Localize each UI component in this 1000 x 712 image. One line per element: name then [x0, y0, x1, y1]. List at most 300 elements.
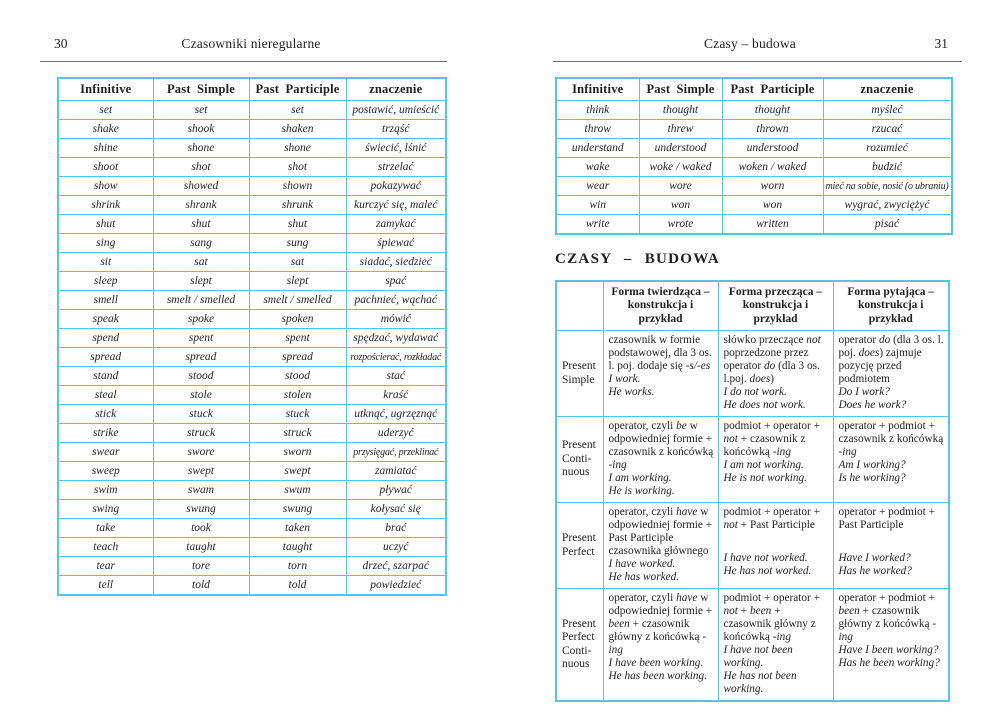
column-header: Past Simple — [639, 78, 722, 101]
infinitive-cell: tell — [58, 576, 153, 595]
examples — [839, 459, 945, 485]
text-segment: have — [676, 506, 698, 518]
infinitive-cell: wake — [556, 158, 639, 177]
column-header: Forma pytająca – konstrukcja i przykład — [833, 281, 949, 331]
meaning-cell: budzić — [823, 158, 952, 177]
past-simple-cell: swam — [153, 481, 249, 500]
past-participle-cell: stood — [249, 367, 346, 386]
infinitive-cell: spend — [58, 329, 153, 348]
text-segment: have — [676, 592, 698, 604]
construction-text — [609, 506, 714, 558]
tense-label: Present Simple — [556, 331, 603, 417]
example-sentence: I have not worked. — [723, 552, 808, 564]
text-segment: operator, czyli — [608, 506, 677, 518]
infinitive-cell: tear — [58, 557, 153, 576]
negative-cell — [718, 589, 833, 702]
past-simple-cell: taught — [153, 538, 249, 557]
past-participle-cell: shut — [249, 215, 346, 234]
infinitive-cell: win — [556, 196, 639, 215]
infinitive-cell: swim — [58, 481, 153, 500]
example-sentence: I have worked. — [608, 558, 676, 570]
past-participle-cell: stuck — [249, 405, 346, 424]
infinitive-cell: speak — [58, 310, 153, 329]
irregular-verbs-table-right — [555, 77, 953, 235]
past-participle-cell: shrunk — [249, 196, 346, 215]
column-header: Infinitive — [58, 78, 153, 101]
infinitive-cell: teach — [58, 538, 153, 557]
column-header: Past Participle — [249, 78, 346, 101]
example-sentence: Has he been working? — [838, 657, 940, 669]
meaning-cell: pływać — [346, 481, 446, 500]
construction-text — [609, 420, 714, 472]
verb-row — [58, 253, 446, 272]
past-participle-cell: sworn — [249, 443, 346, 462]
section-heading: CZASY – BUDOWA — [555, 250, 720, 267]
verb-table-header-row — [58, 78, 446, 101]
text-segment: + czasownik z końcówką — [723, 433, 806, 458]
text-segment: -s/-es — [685, 360, 711, 372]
past-simple-cell: spent — [153, 329, 249, 348]
example-sentence: Do I work? — [838, 386, 890, 398]
column-header: Forma przecząca – konstrukcja i przykład — [718, 281, 833, 331]
column-header: Past Simple — [153, 78, 249, 101]
example-sentence: I have been working. — [608, 657, 704, 669]
text-segment: operator, czyli — [608, 420, 677, 432]
example-sentence: He has worked. — [608, 571, 680, 583]
construction-text — [839, 592, 945, 644]
text-segment: been — [749, 605, 772, 617]
past-participle-cell: understood — [722, 139, 823, 158]
verb-row — [58, 443, 446, 462]
past-participle-cell: woken / waked — [722, 158, 823, 177]
page-number-right: 31 — [934, 36, 948, 51]
text-segment: been — [608, 618, 630, 630]
past-participle-cell: struck — [249, 424, 346, 443]
past-simple-cell: struck — [153, 424, 249, 443]
meaning-cell: stać — [346, 367, 446, 386]
negative-cell — [718, 417, 833, 503]
meaning-cell: spać — [346, 272, 446, 291]
example-sentence: Has he worked? — [838, 565, 912, 577]
verb-row — [556, 139, 952, 158]
example-sentence: Am I working? — [838, 459, 906, 471]
meaning-cell: postawić, umieścić — [346, 101, 446, 120]
interrogative-cell — [833, 503, 949, 589]
past-participle-cell: taught — [249, 538, 346, 557]
text-segment: -ing — [838, 618, 937, 643]
past-simple-cell: stuck — [153, 405, 249, 424]
infinitive-cell: write — [556, 215, 639, 234]
past-participle-cell: swung — [249, 500, 346, 519]
head-rule-right — [553, 61, 962, 62]
examples — [609, 472, 714, 498]
example-sentence: Is he working? — [838, 472, 906, 484]
verb-row — [58, 481, 446, 500]
past-participle-cell: shaken — [249, 120, 346, 139]
verb-row — [556, 215, 952, 234]
cell-content — [724, 506, 829, 578]
infinitive-cell: steal — [58, 386, 153, 405]
meaning-cell: pachnieć, wąchać — [346, 291, 446, 310]
tense-row — [556, 331, 949, 417]
infinitive-cell: sit — [58, 253, 153, 272]
infinitive-cell: stick — [58, 405, 153, 424]
text-segment: been — [838, 605, 860, 617]
text-segment: poprzedzone przez operator — [723, 347, 809, 372]
construction-text — [724, 506, 829, 532]
verb-row — [556, 158, 952, 177]
past-participle-cell: written — [722, 215, 823, 234]
examples — [609, 373, 714, 399]
verb-row — [556, 177, 952, 196]
examples — [839, 552, 945, 578]
corner-cell — [556, 281, 603, 331]
past-simple-cell: shot — [153, 158, 249, 177]
text-segment: + czasownik główny z końcówką — [838, 605, 933, 630]
meaning-cell: rzucać — [823, 120, 952, 139]
verb-row — [58, 557, 446, 576]
meaning-cell: mówić — [346, 310, 446, 329]
tense-row — [556, 417, 949, 503]
examples — [609, 657, 714, 683]
example-sentence: I am working. — [608, 472, 672, 484]
past-simple-cell: shone — [153, 139, 249, 158]
text-segment: w odpowiedniej formie + — [608, 592, 713, 617]
infinitive-cell: take — [58, 519, 153, 538]
past-participle-cell: swum — [249, 481, 346, 500]
past-simple-cell: shook — [153, 120, 249, 139]
affirmative-cell — [603, 589, 718, 702]
past-participle-cell: shot — [249, 158, 346, 177]
past-simple-cell: slept — [153, 272, 249, 291]
meaning-cell: kraść — [346, 386, 446, 405]
interrogative-cell — [833, 331, 949, 417]
meaning-cell: kurczyć się, maleć — [346, 196, 446, 215]
past-participle-cell: spoken — [249, 310, 346, 329]
tense-row — [556, 503, 949, 589]
examples — [724, 644, 829, 696]
past-simple-cell: told — [153, 576, 249, 595]
meaning-cell: zamiatać — [346, 462, 446, 481]
text-segment: not — [723, 605, 738, 617]
infinitive-cell: shake — [58, 120, 153, 139]
verb-table-header-row — [556, 78, 952, 101]
past-simple-cell: understood — [639, 139, 722, 158]
text-segment: -ing — [608, 459, 627, 471]
meaning-cell: śpiewać — [346, 234, 446, 253]
past-participle-cell: set — [249, 101, 346, 120]
text-segment: ) — [770, 373, 775, 385]
meaning-cell: pokazywać — [346, 177, 446, 196]
verb-row — [58, 291, 446, 310]
construction-text — [724, 420, 829, 459]
text-segment: + Past Participle — [737, 519, 815, 531]
construction-text — [839, 420, 945, 459]
infinitive-cell: sleep — [58, 272, 153, 291]
verb-row — [58, 576, 446, 595]
running-title-left: Czasowniki nieregularne — [181, 36, 321, 51]
past-simple-cell: smelt / smelled — [153, 291, 249, 310]
tense-structure-table — [555, 280, 950, 703]
past-participle-cell: won — [722, 196, 823, 215]
past-participle-cell: worn — [722, 177, 823, 196]
past-simple-cell: swore — [153, 443, 249, 462]
page-number-left: 30 — [54, 36, 68, 51]
cell-content — [724, 592, 829, 696]
text-segment: operator + podmiot + czasownik z końcówką — [838, 420, 944, 445]
infinitive-cell: shine — [58, 139, 153, 158]
text-segment: operator — [838, 334, 879, 346]
examples — [724, 459, 829, 485]
verb-row — [58, 500, 446, 519]
examples — [839, 644, 945, 670]
past-simple-cell: sang — [153, 234, 249, 253]
example-sentence: He has not worked. — [723, 565, 812, 577]
past-participle-cell: thought — [722, 101, 823, 120]
affirmative-cell — [603, 417, 718, 503]
example-sentence: He does not work. — [723, 399, 806, 411]
verb-row — [58, 462, 446, 481]
meaning-cell: spędzać, wydawać — [346, 329, 446, 348]
tense-label: Present Continuous — [556, 417, 603, 503]
text-segment: do — [763, 360, 776, 372]
infinitive-cell: sing — [58, 234, 153, 253]
tense-row — [556, 589, 949, 702]
tense-label: Present Perfect Continuous — [556, 589, 603, 702]
past-simple-cell: wrote — [639, 215, 722, 234]
text-segment: (dla 3 os. l. poj. — [838, 334, 944, 359]
meaning-cell: utknąć, ugrzęznąć — [346, 405, 446, 424]
example-sentence: Does he work? — [838, 399, 907, 411]
past-simple-cell: sat — [153, 253, 249, 272]
verb-row — [58, 367, 446, 386]
past-simple-cell: woke / waked — [639, 158, 722, 177]
verb-row — [58, 329, 446, 348]
cell-content — [724, 420, 829, 485]
verb-row — [58, 348, 446, 367]
verb-row — [58, 310, 446, 329]
example-sentence: Have I worked? — [838, 552, 911, 564]
meaning-cell: mieć na sobie, nosić (o ubraniu) — [823, 177, 952, 196]
past-participle-cell: shone — [249, 139, 346, 158]
text-segment: podmiot + operator + — [723, 592, 821, 604]
text-segment: słówko przeczące — [723, 334, 807, 346]
example-sentence: He has not been working. — [723, 670, 797, 695]
affirmative-cell — [603, 331, 718, 417]
meaning-cell: rozpościerać, rozkładać — [346, 348, 446, 367]
meaning-cell: uczyć — [346, 538, 446, 557]
verb-row — [58, 386, 446, 405]
text-segment: does — [858, 347, 880, 359]
text-segment: do — [878, 334, 891, 346]
negative-cell — [718, 503, 833, 589]
past-participle-cell: swept — [249, 462, 346, 481]
verb-row — [556, 196, 952, 215]
past-participle-cell: sat — [249, 253, 346, 272]
infinitive-cell: swear — [58, 443, 153, 462]
verb-row — [58, 215, 446, 234]
text-segment: (dla 3 os. l.poj. — [723, 360, 820, 385]
page-left — [40, 34, 462, 596]
infinitive-cell: think — [556, 101, 639, 120]
text-segment: podmiot + operator + — [723, 420, 821, 432]
text-segment: + czasownik główny z końcówką — [723, 605, 816, 643]
verb-row — [58, 424, 446, 443]
infinitive-cell: shut — [58, 215, 153, 234]
text-segment: not — [723, 433, 738, 445]
past-simple-cell: won — [639, 196, 722, 215]
past-participle-cell: told — [249, 576, 346, 595]
past-participle-cell: thrown — [722, 120, 823, 139]
grammar-table-header-row — [556, 281, 949, 331]
cell-content — [839, 592, 945, 670]
past-participle-cell: taken — [249, 519, 346, 538]
text-segment: w odpowiedniej formie + czasownik z końcówką — [608, 420, 714, 458]
verb-row — [58, 139, 446, 158]
cell-content — [609, 506, 714, 584]
cell-content — [609, 420, 714, 498]
verb-row — [58, 538, 446, 557]
past-simple-cell: swept — [153, 462, 249, 481]
infinitive-cell: show — [58, 177, 153, 196]
meaning-cell: myśleć — [823, 101, 952, 120]
interrogative-cell — [833, 589, 949, 702]
construction-text — [724, 334, 829, 386]
past-participle-cell: spent — [249, 329, 346, 348]
cell-content — [839, 334, 945, 412]
construction-text — [724, 592, 829, 644]
meaning-cell: zamykać — [346, 215, 446, 234]
verb-row — [556, 101, 952, 120]
meaning-cell: brać — [346, 519, 446, 538]
meaning-cell: kołysać się — [346, 500, 446, 519]
past-simple-cell: shut — [153, 215, 249, 234]
text-segment: -ing — [772, 446, 791, 458]
infinitive-cell: strike — [58, 424, 153, 443]
infinitive-cell: throw — [556, 120, 639, 139]
text-segment: operator, czyli — [608, 592, 677, 604]
example-sentence: He is not working. — [723, 472, 807, 484]
verb-row — [58, 272, 446, 291]
interrogative-cell — [833, 417, 949, 503]
text-segment: -ing — [772, 631, 791, 643]
infinitive-cell: stand — [58, 367, 153, 386]
example-sentence: I have not been working. — [723, 644, 793, 669]
meaning-cell: siadać, siedzieć — [346, 253, 446, 272]
cell-content — [724, 334, 829, 412]
meaning-cell: wygrać, zwyciężyć — [823, 196, 952, 215]
meaning-cell: przysięgać, przeklinać — [346, 443, 446, 462]
construction-text — [609, 334, 714, 373]
running-head-left — [40, 34, 462, 54]
tense-label: Present Perfect — [556, 503, 603, 589]
past-participle-cell: smelt / smelled — [249, 291, 346, 310]
text-segment: + czasownik główny z końcówką — [608, 618, 703, 643]
past-simple-cell: threw — [639, 120, 722, 139]
verb-row — [58, 120, 446, 139]
text-segment: not — [723, 519, 738, 531]
meaning-cell: rozumieć — [823, 139, 952, 158]
example-sentence: He has been working. — [608, 670, 708, 682]
past-participle-cell: spread — [249, 348, 346, 367]
column-header: znaczenie — [346, 78, 446, 101]
text-segment: + — [737, 605, 750, 617]
verb-row — [58, 234, 446, 253]
past-simple-cell: tore — [153, 557, 249, 576]
infinitive-cell: smell — [58, 291, 153, 310]
infinitive-cell: wear — [556, 177, 639, 196]
examples — [724, 552, 829, 578]
page-right — [538, 34, 962, 702]
meaning-cell: powiedzieć — [346, 576, 446, 595]
meaning-cell: trząść — [346, 120, 446, 139]
verb-row — [58, 405, 446, 424]
cell-content — [609, 334, 714, 399]
examples — [839, 386, 945, 412]
text-segment: operator + podmiot + — [838, 592, 936, 604]
past-participle-cell: torn — [249, 557, 346, 576]
text-segment: be — [676, 420, 687, 432]
infinitive-cell: shrink — [58, 196, 153, 215]
infinitive-cell: shoot — [58, 158, 153, 177]
infinitive-cell: understand — [556, 139, 639, 158]
column-header: znaczenie — [823, 78, 952, 101]
text-segment: operator + podmiot + Past Participle — [838, 506, 936, 531]
infinitive-cell: sweep — [58, 462, 153, 481]
text-segment: podmiot + operator + — [723, 506, 821, 518]
affirmative-cell — [603, 503, 718, 589]
verb-row — [556, 120, 952, 139]
column-header: Infinitive — [556, 78, 639, 101]
past-participle-cell: sung — [249, 234, 346, 253]
verb-row — [58, 196, 446, 215]
meaning-cell: pisać — [823, 215, 952, 234]
running-title-right: Czasy – budowa — [703, 36, 797, 51]
meaning-cell: uderzyć — [346, 424, 446, 443]
running-head-right — [538, 34, 962, 54]
infinitive-cell: set — [58, 101, 153, 120]
verb-row — [58, 158, 446, 177]
past-simple-cell: shrank — [153, 196, 249, 215]
past-simple-cell: wore — [639, 177, 722, 196]
column-header: Past Participle — [722, 78, 823, 101]
cell-content — [609, 592, 714, 683]
cell-content — [839, 506, 945, 578]
meaning-cell: świecić, lśnić — [346, 139, 446, 158]
past-participle-cell: stolen — [249, 386, 346, 405]
past-participle-cell: slept — [249, 272, 346, 291]
verb-row — [58, 177, 446, 196]
column-header: Forma twierdząca – konstrukcja i przykład — [603, 281, 718, 331]
construction-text — [839, 506, 945, 532]
text-segment: not — [806, 334, 821, 346]
text-segment: ) zajmuje pozycję przed podmiotem — [838, 347, 922, 385]
infinitive-cell: swing — [58, 500, 153, 519]
construction-text — [609, 592, 714, 657]
infinitive-cell: spread — [58, 348, 153, 367]
construction-text — [839, 334, 945, 386]
negative-cell — [718, 331, 833, 417]
meaning-cell: drzeć, szarpać — [346, 557, 446, 576]
head-rule-left — [40, 61, 447, 62]
text-segment: -ing — [608, 631, 707, 656]
example-sentence: I do not work. — [723, 386, 787, 398]
verb-row — [58, 519, 446, 538]
examples — [609, 558, 714, 584]
text-segment: czasownik w formie podstawowej, dla 3 os. l. poj. dodaje się — [608, 334, 712, 372]
example-sentence: He is working. — [608, 485, 675, 497]
past-participle-cell: shown — [249, 177, 346, 196]
